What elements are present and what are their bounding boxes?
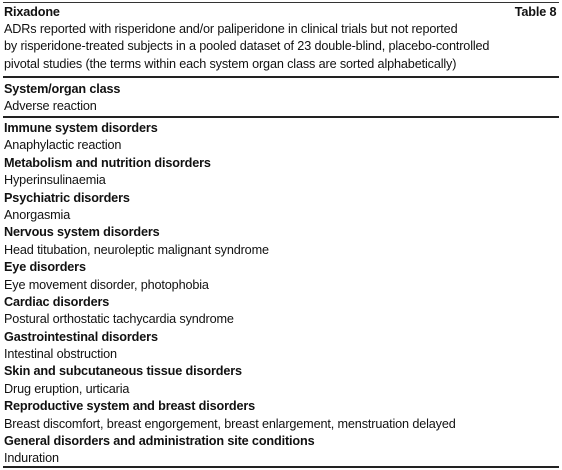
table-row	[4, 397, 557, 432]
caption-line: pivotal studies (the terms within each system organ class are sorted alphabetically)	[4, 55, 457, 71]
table-row	[4, 432, 557, 467]
table-row	[4, 293, 557, 328]
adverse-reactions: Anorgasmia	[4, 206, 71, 222]
table-title-row	[3, 2, 559, 20]
product-name: Rixadone	[4, 4, 60, 19]
adverse-reactions: Head titubation, neuroleptic malignant syndrome	[4, 241, 269, 257]
column-header-soc: System/organ class	[4, 81, 121, 96]
bottom-rule	[3, 466, 559, 468]
adverse-reactions: Drug eruption, urticaria	[4, 380, 130, 396]
column-header	[4, 80, 125, 115]
table-row	[4, 119, 557, 154]
caption-rule	[3, 76, 559, 78]
soc-heading: Cardiac disorders	[4, 293, 110, 309]
soc-heading: Gastrointestinal disorders	[4, 328, 158, 344]
adverse-reactions: Breast discomfort, breast engorgement, breast enlargement, menstruation delayed	[4, 415, 456, 431]
table-body	[4, 119, 557, 467]
soc-heading: Psychiatric disorders	[4, 189, 130, 205]
caption-line: by risperidone-treated subjects in a pooled dataset of 23 double-blind, placebo-controlled	[4, 38, 490, 54]
table-row	[4, 258, 557, 293]
adverse-reactions: Postural orthostatic tachycardia syndrome	[4, 311, 234, 327]
table-row	[4, 223, 557, 258]
adverse-reactions: Anaphylactic reaction	[4, 137, 122, 153]
soc-heading: Immune system disorders	[4, 120, 158, 135]
table-caption	[4, 20, 557, 72]
table-row	[4, 154, 557, 189]
table-row	[4, 328, 557, 363]
soc-heading: Nervous system disorders	[4, 224, 160, 240]
adverse-reactions: Intestinal obstruction	[4, 346, 117, 362]
adverse-reactions: Hyperinsulinaemia	[4, 172, 106, 188]
caption-line: ADRs reported with risperidone and/or paliperidone in clinical trials but not reported	[4, 21, 458, 36]
soc-heading: General disorders and administration site conditions	[4, 433, 315, 449]
adverse-reactions: Eye movement disorder, photophobia	[4, 276, 209, 292]
soc-heading: Eye disorders	[4, 259, 86, 275]
adverse-reactions: Induration	[4, 450, 59, 466]
soc-heading: Skin and subcutaneous tissue disorders	[4, 363, 242, 379]
soc-heading: Reproductive system and breast disorders	[4, 398, 256, 414]
column-header-reaction: Adverse reaction	[4, 98, 97, 114]
table-row	[4, 189, 557, 224]
table-row	[4, 362, 557, 397]
table-number: Table 8	[514, 4, 556, 19]
header-rule	[3, 116, 559, 118]
soc-heading: Metabolism and nutrition disorders	[4, 154, 211, 170]
